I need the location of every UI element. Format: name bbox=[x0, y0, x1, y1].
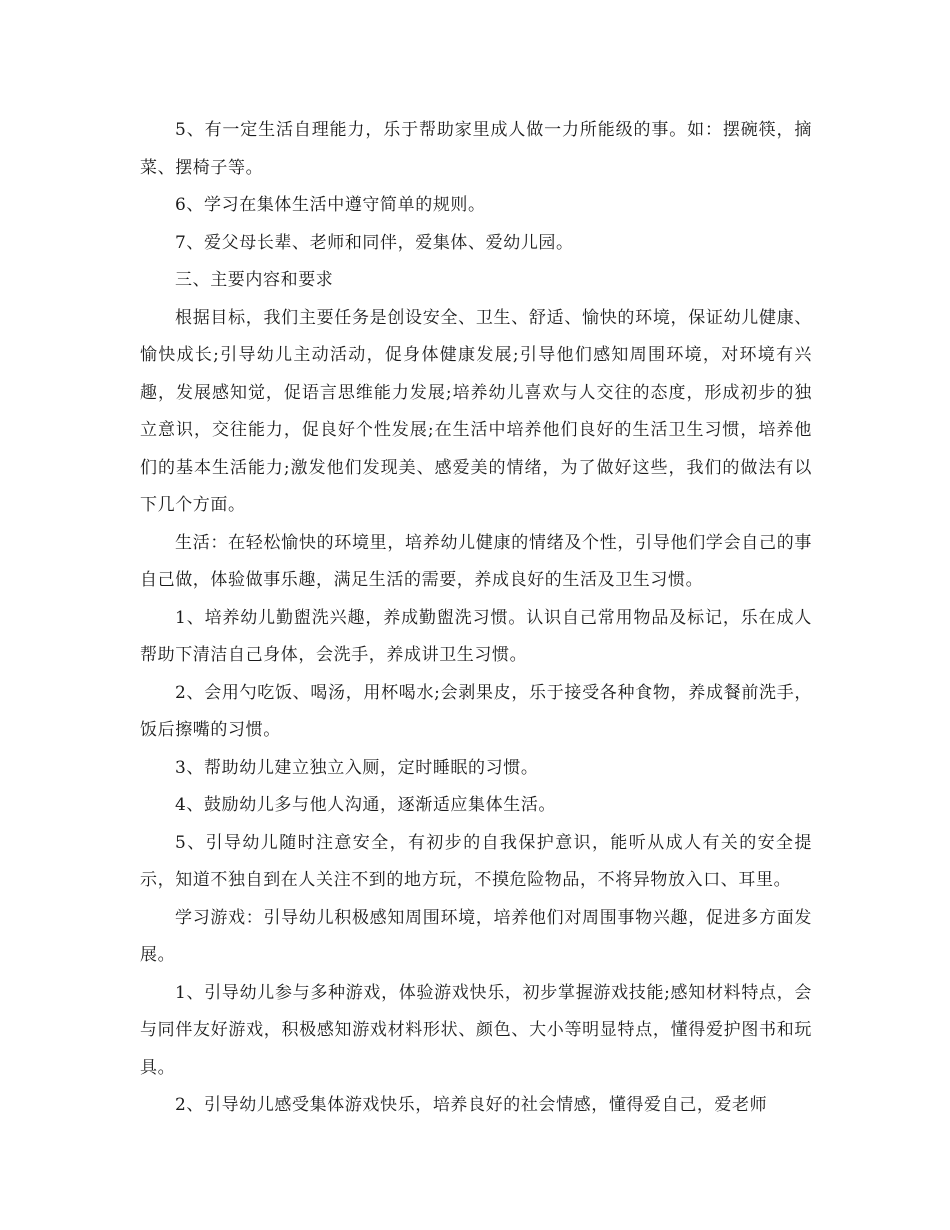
paragraph-item-7-love: 7、爱父母长辈、老师和同伴，爱集体、爱幼儿园。 bbox=[175, 232, 574, 253]
paragraph-life-item-1: 1、培养幼儿勤盥洗兴趣，养成勤盥洗习惯。认识自己常用物品及标记，乐在成人帮助下清洁自己身体，会洗手，养成讲卫生习惯。 bbox=[140, 607, 812, 665]
paragraph-life-intro: 生活：在轻松愉快的环境里，培养幼儿健康的情绪及个性，引导他们学会自己的事自己做，体验做事乐趣，满足生活的需要，养成良好的生活及卫生习惯。 bbox=[140, 532, 812, 590]
paragraph-item-6-rules: 6、学习在集体生活中遵守简单的规则。 bbox=[175, 195, 486, 215]
paragraph-item-5-self-care: 5、有一定生活自理能力，乐于帮助家里成人做一力所能级的事。如：摆碗筷，摘菜、摆椅子等。 bbox=[140, 120, 812, 178]
section-heading-main-content: 三、主要内容和要求 bbox=[175, 270, 334, 290]
document-body bbox=[140, 112, 812, 1125]
paragraph-games-item-1: 1、引导幼儿参与多种游戏，体验游戏快乐，初步掌握游戏技能;感知材料特点，会与同伴友好游戏，积极感知游戏材料形状、颜色、大小等明显特点，懂得爱护图书和玩具。 bbox=[140, 982, 812, 1078]
paragraph-life-item-5: 5、引导幼儿随时注意安全，有初步的自我保护意识，能听从成人有关的安全提示，知道不独自到在人关注不到的地方玩，不摸危险物品，不将异物放入口、耳里。 bbox=[140, 832, 812, 890]
paragraph-life-item-4: 4、鼓励幼儿多与他人沟通，逐渐适应集体生活。 bbox=[175, 795, 557, 815]
paragraph-games-item-2: 2、引导幼儿感受集体游戏快乐，培养良好的社会情感，懂得爱自己，爱老师 bbox=[175, 1095, 768, 1115]
paragraph-tasks-overview: 根据目标，我们主要任务是创设安全、卫生、舒适、愉快的环境，保证幼儿健康、愉快成长;引导幼儿主动活动，促身体健康发展;引导他们感知周围环境，对环境有兴趣，发展感知觉，促语言思维能力发展;培养幼儿喜欢与人交往的态度，形成初步的独立意识，交往能力，促良好个性发展;在生活中培养他们良好的生活卫生习惯，培养他们的基本生活能力;激发他们发现美、感爱美的情绪，为了做好这些，我们的做法有以下几个方面。 bbox=[140, 307, 812, 515]
paragraph-life-item-2: 2、会用勺吃饭、喝汤，用杯喝水;会剥果皮，乐于接受各种食物，养成餐前洗手，饭后擦嘴的习惯。 bbox=[140, 682, 812, 740]
paragraph-life-item-3: 3、帮助幼儿建立独立入厕，定时睡眠的习惯。 bbox=[175, 757, 539, 778]
paragraph-study-games-intro: 学习游戏：引导幼儿积极感知周围环境，培养他们对周围事物兴趣，促进多方面发展。 bbox=[140, 907, 812, 965]
